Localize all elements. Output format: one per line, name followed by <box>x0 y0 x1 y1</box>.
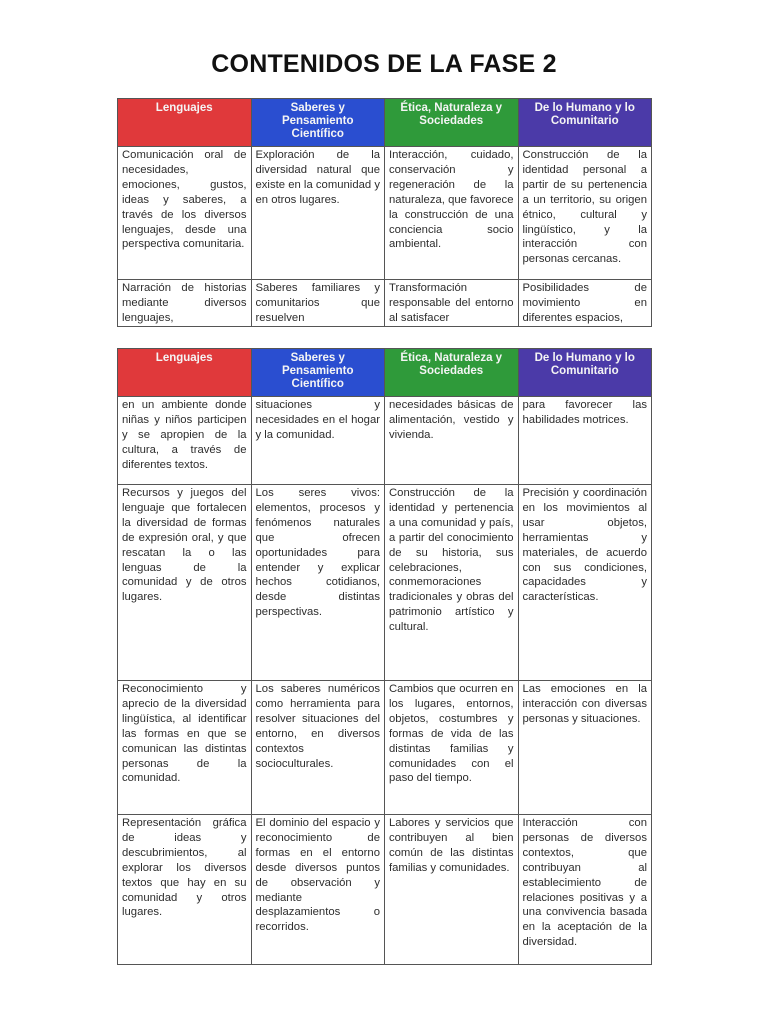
table-cell: Construcción de la identidad y pertenencia a una comunidad y país, a partir del conocimiento de su historia, sus celebraciones, conmemoraciones tradicionales y obras del patrimonio artístico y cultural. <box>385 485 519 681</box>
header-etica: Ética, Naturaleza y Sociedades <box>385 99 519 147</box>
header-humano: De lo Humano y lo Comunitario <box>518 349 652 397</box>
header-lenguajes: Lenguajes <box>118 99 252 147</box>
table-cell: Las emociones en la interacción con diversas personas y situaciones. <box>518 681 652 815</box>
contents-table-2 <box>117 348 652 965</box>
table-row <box>118 147 652 280</box>
contents-table-1 <box>117 98 652 327</box>
table-cell: Recursos y juegos del lenguaje que fortalecen la diversidad de formas de expresión oral, y que rescatan la o las lenguas de la comunidad y de otros lugares. <box>118 485 252 681</box>
table-cell: Narración de historias mediante diversos lenguajes, <box>118 280 252 327</box>
header-lenguajes: Lenguajes <box>118 349 252 397</box>
table-cell: necesidades básicas de alimentación, vestido y vivienda. <box>385 397 519 485</box>
header-row <box>118 99 652 147</box>
header-saberes: Saberes y Pensamiento Científico <box>251 99 385 147</box>
header-etica: Ética, Naturaleza y Sociedades <box>385 349 519 397</box>
table-row <box>118 397 652 485</box>
header-row <box>118 349 652 397</box>
page-title: CONTENIDOS DE LA FASE 2 <box>211 50 557 78</box>
table-cell: El dominio del espacio y reconocimiento de formas en el entorno desde diversos puntos de observación y mediante desplazamientos o recorridos. <box>251 815 385 965</box>
header-saberes: Saberes y Pensamiento Científico <box>251 349 385 397</box>
table-cell: Saberes familiares y comunitarios que resuelven <box>251 280 385 327</box>
table-row <box>118 681 652 815</box>
table-cell: en un ambiente donde niñas y niños participen y se apropien de la cultura, a través de diferentes textos. <box>118 397 252 485</box>
header-humano: De lo Humano y lo Comunitario <box>518 99 652 147</box>
table-cell: Construcción de la identidad personal a partir de su pertenencia a un territorio, su origen étnico, cultural y lingüístico, y la interacción con personas cercanas. <box>518 147 652 280</box>
table-row <box>118 280 652 327</box>
table-cell: Posibilidades de movimiento en diferentes espacios, <box>518 280 652 327</box>
table-cell: Comunicación oral de necesidades, emociones, gustos, ideas y saberes, a través de los diversos lenguajes, desde una perspectiva comunitaria. <box>118 147 252 280</box>
table-cell: Labores y servicios que contribuyen al bien común de las distintas familias y comunidades. <box>385 815 519 965</box>
table-cell: Interacción, cuidado, conservación y regeneración de la naturaleza, que favorece la construcción de una conciencia socio ambiental. <box>385 147 519 280</box>
table-cell: Representación gráfica de ideas y descubrimientos, al explorar los diversos textos que hay en su comunidad y otros lugares. <box>118 815 252 965</box>
table-cell: Interacción con personas de diversos contextos, que contribuyan al establecimiento de relaciones positivas y a una convivencia basada en la aceptación de la diversidad. <box>518 815 652 965</box>
table-cell: Exploración de la diversidad natural que existe en la comunidad y en otros lugares. <box>251 147 385 280</box>
table-cell: Reconocimiento y aprecio de la diversidad lingüística, al identificar las formas en que se comunican las distintas personas de la comunidad. <box>118 681 252 815</box>
table-cell: para favorecer las habilidades motrices. <box>518 397 652 485</box>
table-row <box>118 815 652 965</box>
table-cell: situaciones y necesidades en el hogar y la comunidad. <box>251 397 385 485</box>
table-cell: Los saberes numéricos como herramienta para resolver situaciones del entorno, en diversos contextos socioculturales. <box>251 681 385 815</box>
table-cell: Transformación responsable del entorno al satisfacer <box>385 280 519 327</box>
table-cell: Los seres vivos: elementos, procesos y fenómenos naturales que ofrecen oportunidades para entender y explicar hechos cotidianos, desde distintas perspectivas. <box>251 485 385 681</box>
table-cell: Cambios que ocurren en los lugares, entornos, objetos, costumbres y formas de vida de las distintas familias y comunidades con el paso del tiempo. <box>385 681 519 815</box>
table-cell: Precisión y coordinación en los movimientos al usar objetos, herramientas y materiales, de acuerdo con sus condiciones, capacidades y características. <box>518 485 652 681</box>
table-row <box>118 485 652 681</box>
